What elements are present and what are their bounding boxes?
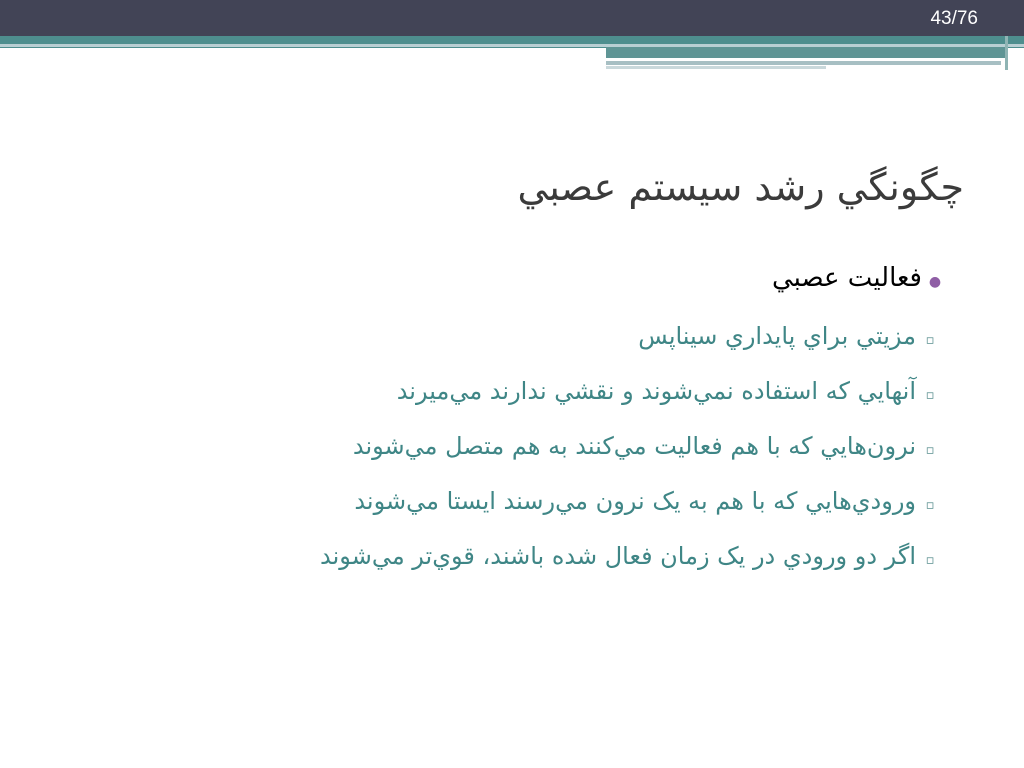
decorative-block [606, 47, 1006, 58]
filled-circle-bullet-icon: ● [928, 274, 942, 290]
decorative-edge [1005, 36, 1008, 70]
hollow-square-bullet-icon: ▫ [925, 553, 935, 568]
header-bar [0, 0, 1024, 36]
sub-bullet-text: مزيتي براي پايداري سيناپس [638, 322, 916, 350]
list-item [64, 532, 944, 585]
decorative-line [606, 61, 1001, 65]
decorative-line-short [606, 66, 826, 69]
sub-bullet-list [64, 312, 944, 585]
hollow-square-bullet-icon: ▫ [925, 388, 935, 403]
hollow-square-bullet-icon: ▫ [925, 498, 935, 513]
hollow-square-bullet-icon: ▫ [925, 443, 935, 458]
main-bullet-text: فعاليت عصبي [771, 263, 922, 293]
page-number: 43/76 [930, 8, 978, 29]
sub-bullet-text: آنهايي که استفاده نمي‌شوند و نقشي ندارند مي‌ميرند [396, 377, 916, 405]
sub-bullet-text: اگر دو ورودي در يک زمان فعال شده باشند، قوي‌تر مي‌شوند [320, 542, 916, 570]
list-item [64, 477, 944, 530]
slide-title: چگونگي رشد سيستم عصبي [517, 165, 964, 209]
hollow-square-bullet-icon: ▫ [925, 333, 935, 348]
main-bullet-item [64, 258, 944, 302]
list-item [64, 422, 944, 475]
sub-bullet-text: ورودي‌هايي که با هم به يک نرون مي‌رسند ايستا مي‌شوند [354, 487, 916, 515]
list-item [64, 312, 944, 365]
list-item [64, 367, 944, 420]
sub-bullet-text: نرون‌هايي که با هم فعاليت مي‌کنند به هم متصل مي‌شوند [352, 432, 916, 460]
slide-content [64, 258, 944, 587]
